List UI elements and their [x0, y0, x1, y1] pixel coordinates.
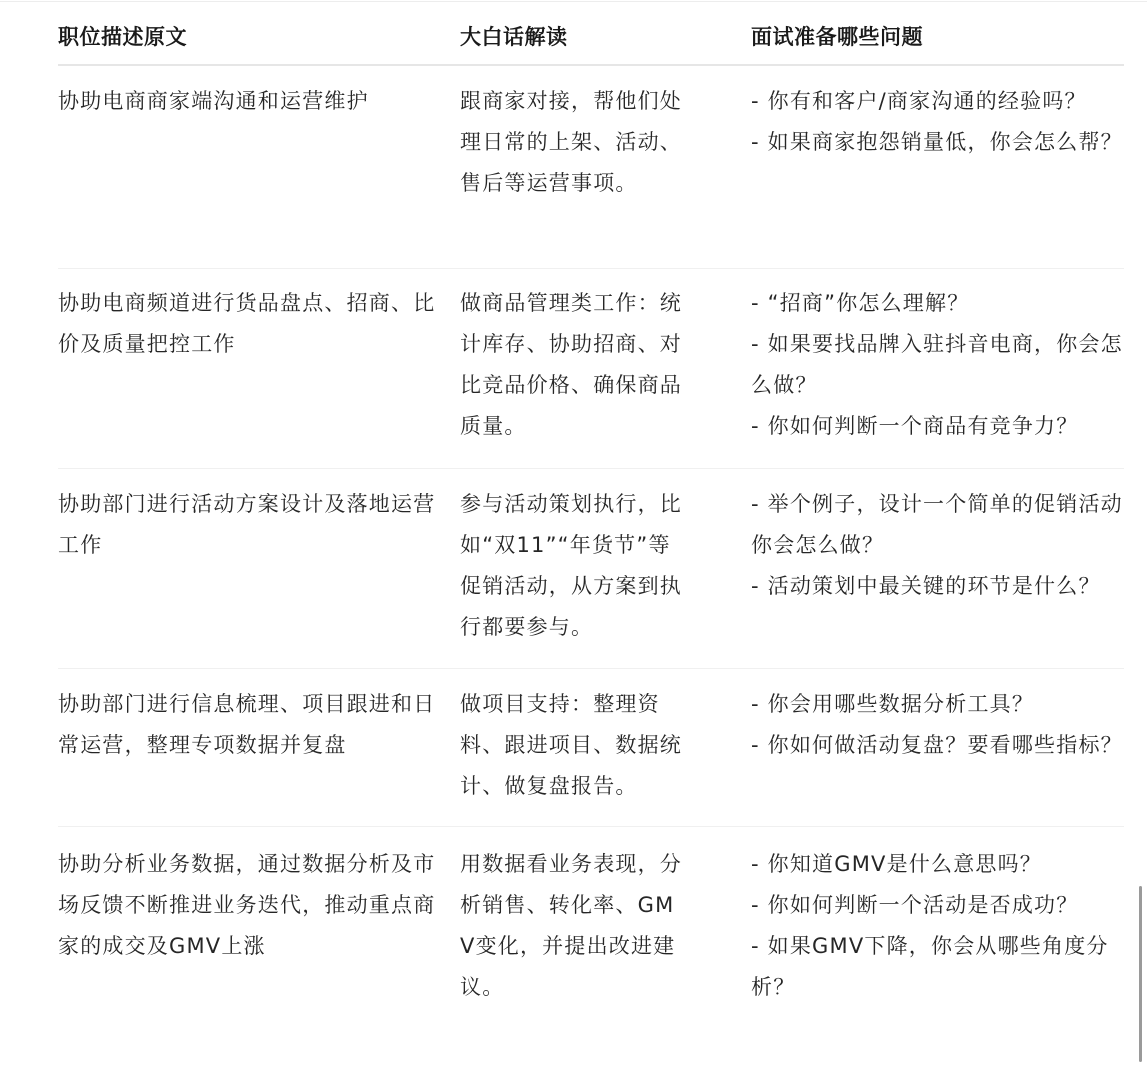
- question-item: - 活动策划中最关键的环节是什么？: [751, 574, 1101, 598]
- question-item: - 你如何做活动复盘？要看哪些指标？: [751, 733, 1123, 757]
- question-item: - 你会用哪些数据分析工具？: [751, 692, 1035, 716]
- question-item: - 你知道GMV是什么意思吗？: [751, 852, 1043, 876]
- question-item: - 你如何判断一个活动是否成功？: [751, 893, 1079, 917]
- question-item: - 如果要找品牌入驻抖音电商，你会怎么做？: [751, 332, 1123, 397]
- cell-plain: 做项目支持：整理资料、跟进项目、数据统计、做复盘报告。: [460, 669, 751, 827]
- question-item: - “招商”你怎么理解？: [751, 291, 970, 315]
- header-questions: 面试准备哪些问题: [751, 8, 1124, 65]
- question-item: - 你有和客户/商家沟通的经验吗？: [751, 89, 1087, 113]
- question-item: - 举个例子，设计一个简单的促销活动你会怎么做？: [751, 492, 1123, 557]
- cell-original: 协助电商商家端沟通和运营维护: [58, 65, 460, 269]
- cell-plain: 用数据看业务表现，分析销售、转化率、GMV变化，并提出改进建议。: [460, 852, 682, 999]
- header-original: 职位描述原文: [58, 8, 460, 65]
- table-row: [58, 469, 1124, 669]
- top-divider: [0, 1, 1147, 2]
- table-row: [58, 827, 1124, 1025]
- cell-questions: [751, 269, 1124, 469]
- cell-plain: 参与活动策划执行，比如“双11”“年货节”等促销活动，从方案到执行都要参与。: [460, 469, 751, 669]
- cell-original: 协助部门进行活动方案设计及落地运营工作: [58, 469, 460, 669]
- table-row: [58, 269, 1124, 469]
- question-item: - 如果GMV下降，你会从哪些角度分析？: [751, 934, 1109, 999]
- cell-questions: [751, 65, 1124, 269]
- cell-plain: 跟商家对接，帮他们处理日常的上架、活动、售后等运营事项。: [460, 65, 751, 269]
- cell-questions: [751, 669, 1124, 827]
- table-header-row: [58, 8, 1124, 65]
- cell-original: 协助电商频道进行货品盘点、招商、比价及质量把控工作: [58, 269, 460, 469]
- cell-original: 协助部门进行信息梳理、项目跟进和日常运营，整理专项数据并复盘: [58, 669, 460, 827]
- question-item: - 如果商家抱怨销量低，你会怎么帮？: [751, 130, 1123, 154]
- table-row: [58, 65, 1124, 269]
- cell-questions: [751, 469, 1124, 669]
- vertical-scrollbar[interactable]: [1139, 886, 1142, 1062]
- table-row: [58, 669, 1124, 827]
- cell-plain: 做商品管理类工作：统计库存、协助招商、对比竞品价格、确保商品质量。: [460, 269, 751, 469]
- cell-original: 协助分析业务数据，通过数据分析及市场反馈不断推进业务迭代，推动重点商家的成交及GMV上涨: [58, 852, 436, 958]
- question-item: - 你如何判断一个商品有竞争力？: [751, 414, 1079, 438]
- job-description-table: [58, 8, 1124, 1024]
- header-plain: 大白话解读: [460, 8, 751, 65]
- cell-questions: [751, 827, 1124, 1025]
